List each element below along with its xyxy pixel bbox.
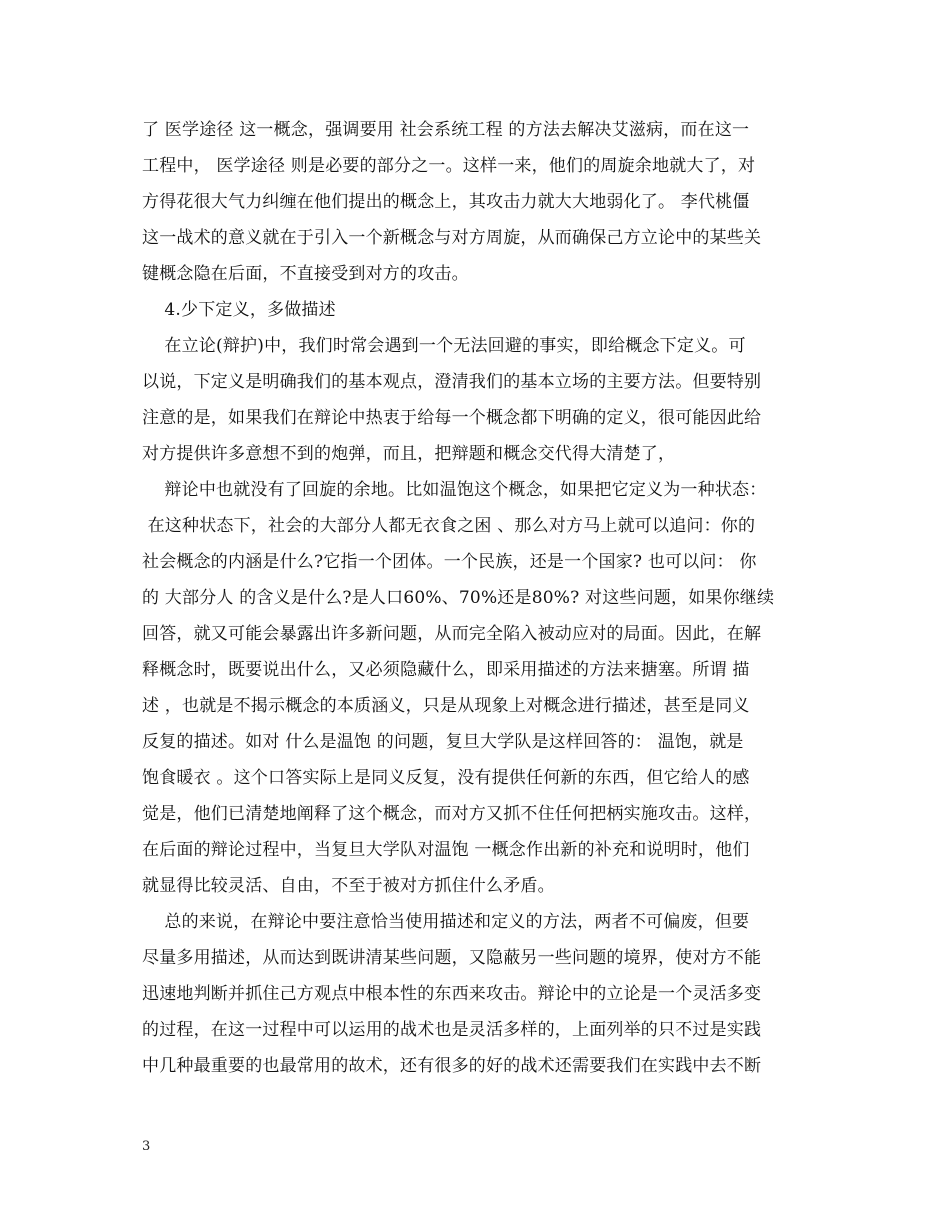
text-line: 方得花很大气力纠缠在他们提出的概念上，其攻击力就大大地弱化了。 李代桃僵 xyxy=(142,192,750,212)
text-line: 辩论中也就没有了回旋的余地。比如温饱这个概念，如果把它定义为一种状态： xyxy=(142,480,767,500)
text-line: 饱食暖衣 。这个口答实际上是同义反复，没有提供任何新的东西，但它给人的感 xyxy=(142,768,750,788)
text-line: 这一战术的意义就在于引入一个新概念与对方周旋，从而确保己方立论中的某些关 xyxy=(142,228,762,248)
text-line: 在立论(辩护)中，我们时常会遇到一个无法回避的事实，即给概念下定义。可 xyxy=(142,336,746,356)
text-line: 尽量多用描述，从而达到既讲清某些问题，又隐蔽另一些问题的境界，使对方不能 xyxy=(142,948,762,968)
text-line: 工程中， 医学途径 则是必要的部分之一。这样一来，他们的周旋余地就大了，对 xyxy=(142,156,756,176)
text-line: 的 大部分人 的含义是什么?是人口60%、70%还是80%? 对这些问题，如果你继续 xyxy=(142,588,775,608)
section-heading: 4.少下定义，多做描述 xyxy=(142,300,336,320)
text-line: 觉是，他们已清楚地阐释了这个概念，而对方又抓不住任何把柄实施攻击。这样， xyxy=(142,804,762,824)
text-line: 在这种状态下，社会的大部分人都无衣食之困 、那么对方马上就可以追问：你的 xyxy=(142,516,756,536)
text-line: 以说，下定义是明确我们的基本观点，澄清我们的基本立场的主要方法。但要特别 xyxy=(142,372,762,392)
text-line: 释概念时，既要说出什么，又必须隐藏什么，即采用描述的方法来搪塞。所谓 描 xyxy=(142,660,750,680)
text-line: 在后面的辩论过程中，当复旦大学队对温饱 一概念作出新的补充和说明时，他们 xyxy=(142,840,750,860)
text-line: 中几种最重要的也最常用的故术，还有很多的好的战术还需要我们在实践中去不断 xyxy=(142,1056,762,1076)
text-line: 迅速地判断并抓住己方观点中根本性的东西来攻击。辩论中的立论是一个灵活多变 xyxy=(142,984,762,1004)
text-line: 回答，就又可能会暴露出许多新问题，从而完全陷入被动应对的局面。因此，在解 xyxy=(142,624,762,644)
text-line: 键概念隐在后面，不直接受到对方的攻击。 xyxy=(142,264,469,284)
text-line: 总的来说，在辩论中要注意恰当使用描述和定义的方法，两者不可偏废，但要 xyxy=(142,912,750,932)
text-line: 就显得比较灵活、自由，不至于被对方抓住什么矛盾。 xyxy=(142,876,555,896)
text-line: 对方提供许多意想不到的炮弹，而且，把辩题和概念交代得大清楚了， xyxy=(142,444,676,464)
text-line: 述 ，也就是不揭示概念的本质涵义，只是从现象上对概念进行描述，甚至是同义 xyxy=(142,696,750,716)
page-number: 3 xyxy=(142,1139,151,1154)
text-line: 社会概念的内涵是什么?它指一个团体。一个民族，还是一个国家? 也可以问： 你 xyxy=(142,552,757,572)
text-line: 了 医学途径 这一概念，强调要用 社会系统工程 的方法去解决艾滋病，而在这一 xyxy=(142,120,750,140)
text-line: 的过程，在这一过程中可以运用的战术也是灵活多样的，上面列举的只不过是实践 xyxy=(142,1020,762,1040)
text-line: 注意的是，如果我们在辩论中热衷于给每一个概念都下明确的定义，很可能因此给 xyxy=(142,408,762,428)
text-line: 反复的描述。如对 什么是温饱 的问题，复旦大学队是这样回答的： 温饱，就是 xyxy=(142,732,744,752)
